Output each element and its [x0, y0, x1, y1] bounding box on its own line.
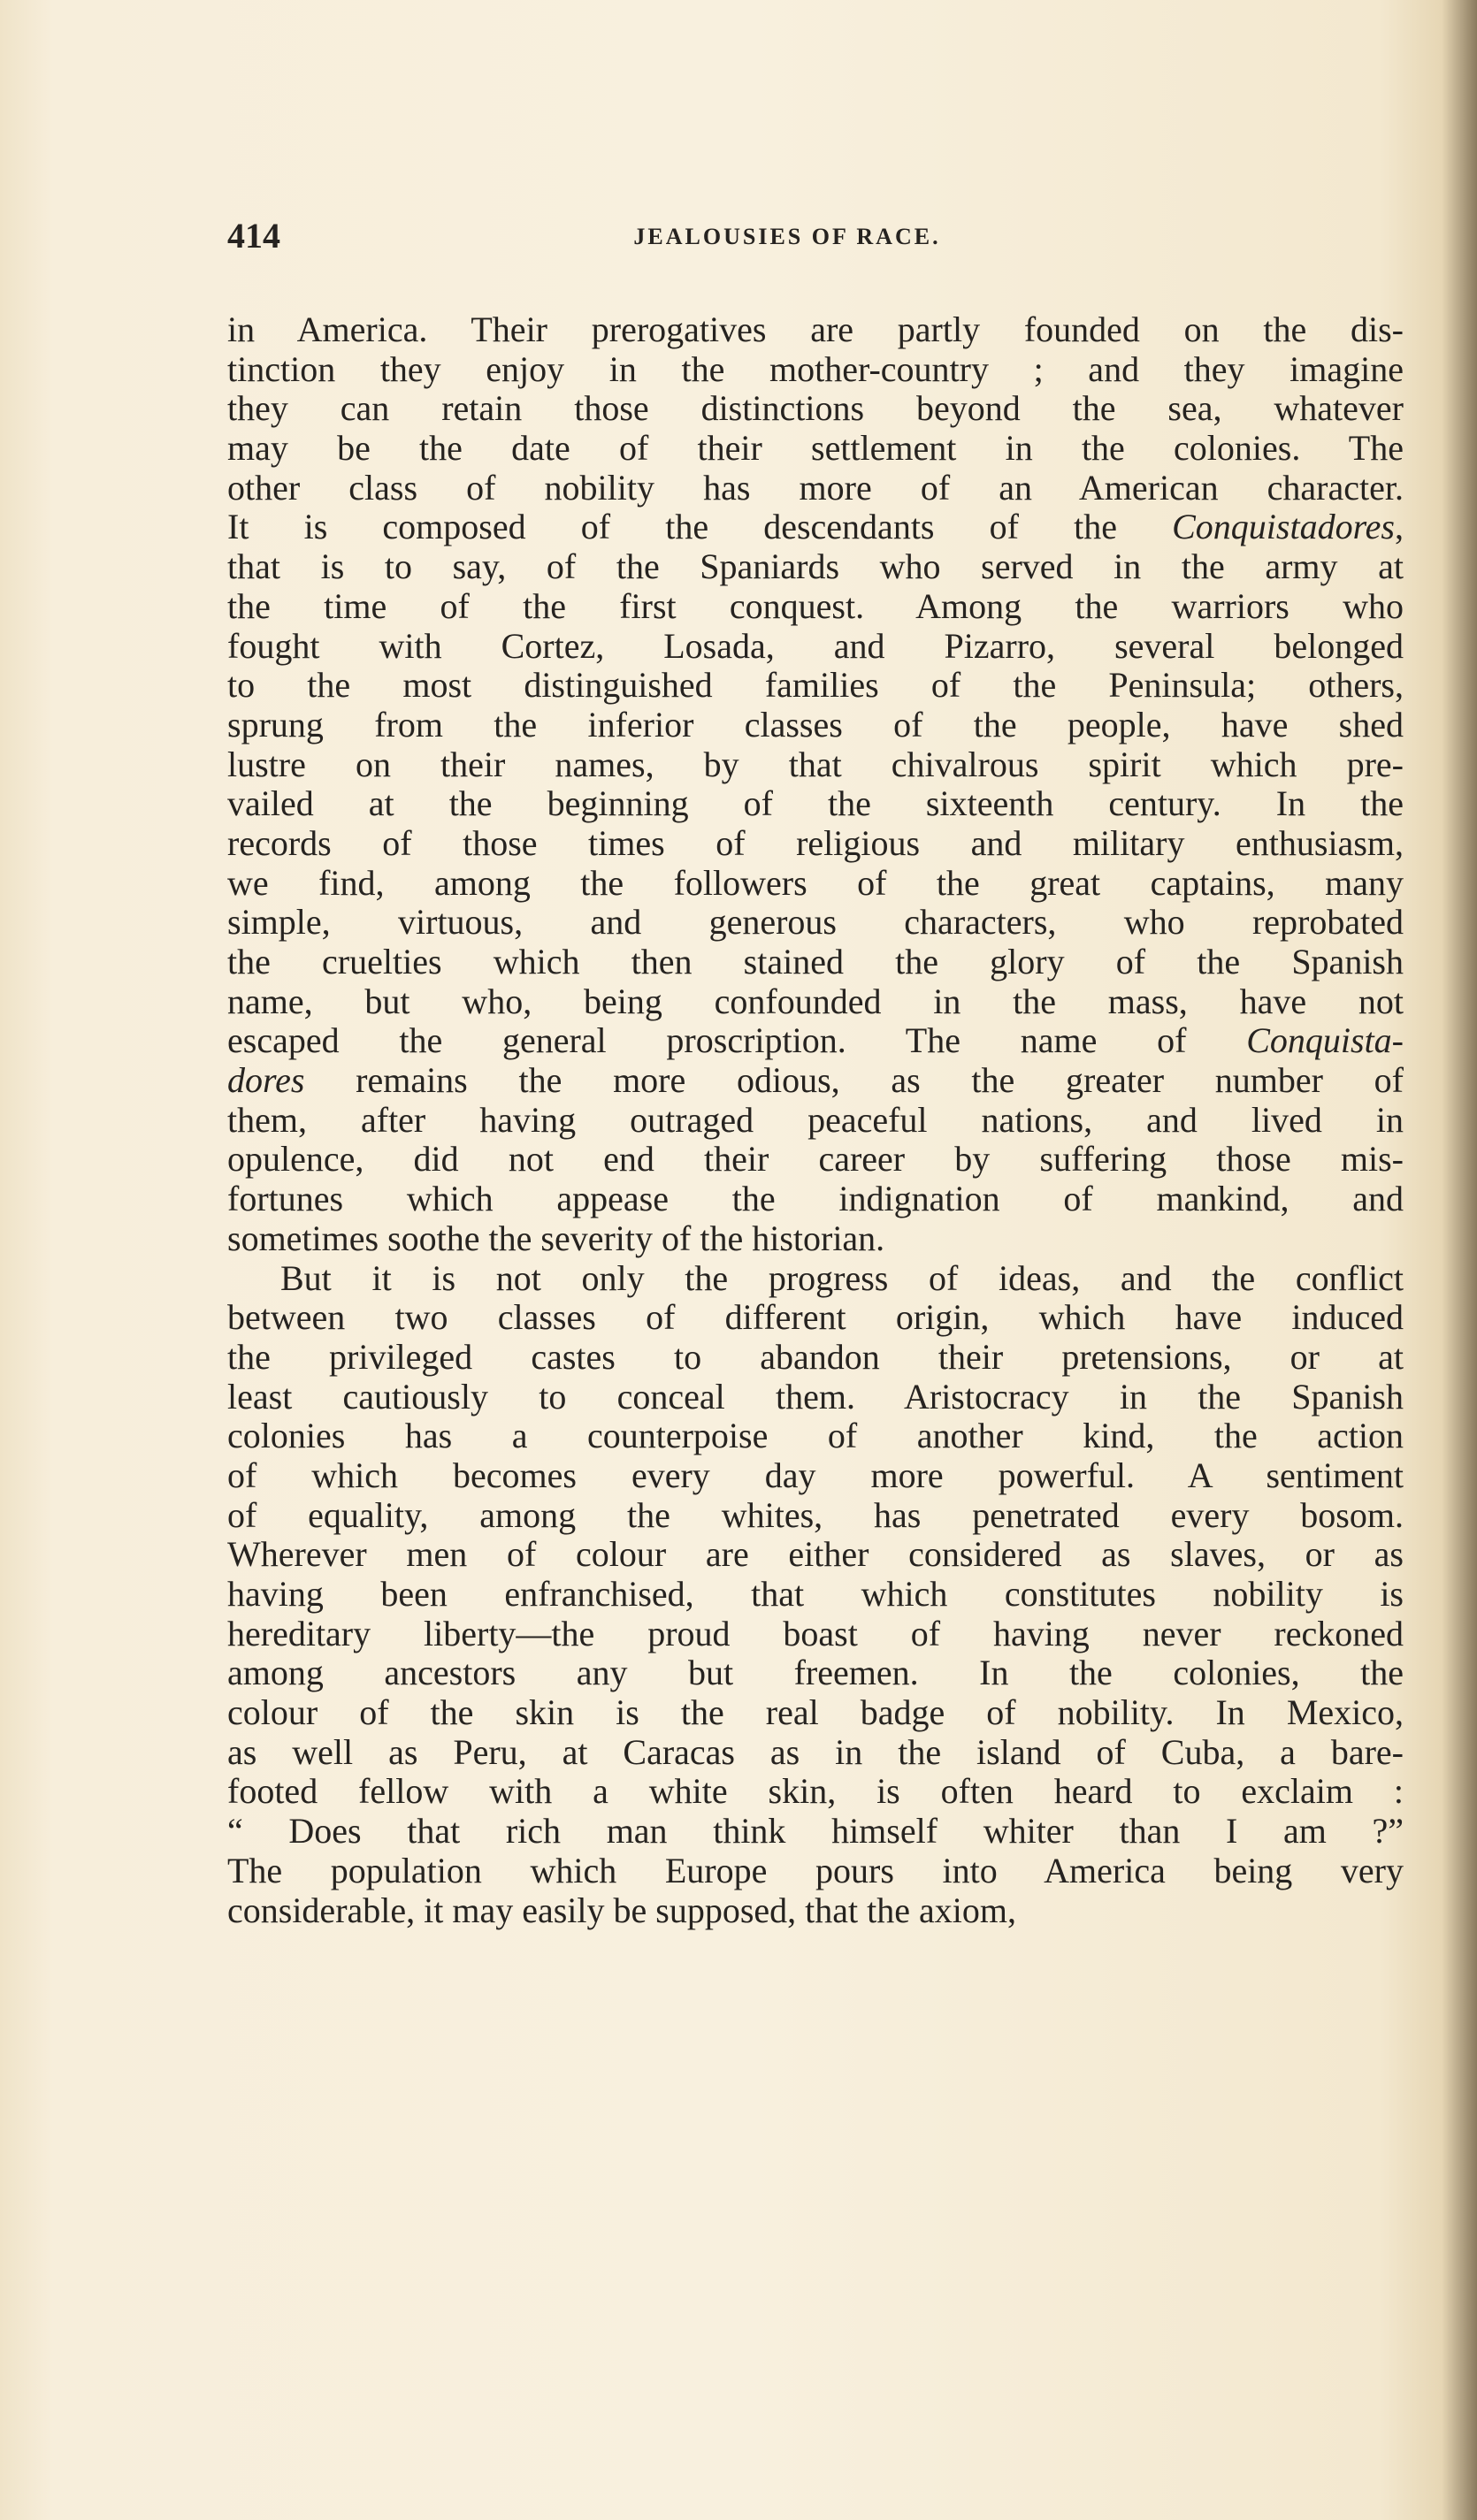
- text-line: [227, 1338, 1404, 1378]
- line-text: among ancestors any but freemen. In the colonies, the: [227, 1653, 1404, 1693]
- text-line: [227, 1021, 1404, 1061]
- text-line: [227, 389, 1404, 429]
- line-text: least cautiously to conceal them. Aristocracy in the Spanish: [227, 1376, 1404, 1417]
- text-line: [227, 1219, 1404, 1259]
- text-line: [227, 1733, 1404, 1773]
- line-text: may be the date of their settlement in the colonies. The: [227, 428, 1404, 469]
- text-line: [227, 1378, 1404, 1417]
- text-line: [227, 784, 1404, 824]
- text-line: [227, 1259, 1404, 1299]
- line-text: tinction they enjoy in the mother-country ; and they imagine: [227, 348, 1404, 389]
- italic-term: Conquistadores: [1172, 507, 1395, 547]
- text-line: [227, 1417, 1404, 1456]
- line-text: name, but who, being confounded in the mass, have not: [227, 981, 1404, 1021]
- line-text: other class of nobility has more of an American character.: [227, 467, 1404, 508]
- text-line: [227, 350, 1404, 390]
- line-text: them, after having outraged peaceful nations, and lived in: [227, 1099, 1404, 1140]
- text-line: [227, 429, 1404, 469]
- paragraph: [227, 1259, 1404, 1931]
- line-text: fought with Cortez, Losada, and Pizarro, several belonged: [227, 625, 1404, 666]
- line-text: having been enfranchised, that which constitutes nobility is: [227, 1574, 1404, 1614]
- text-line: [227, 745, 1404, 785]
- line-text: that is to say, of the Spaniards who served in the army at: [227, 546, 1404, 587]
- line-text: colour of the skin is the real badge of nobility. In Mexico,: [227, 1692, 1404, 1733]
- line-text: opulence, did not end their career by suffering those mis-: [227, 1139, 1404, 1180]
- text-line: [227, 1496, 1404, 1536]
- text-line: [227, 1891, 1404, 1931]
- line-text: between two classes of different origin, which have induced: [227, 1297, 1404, 1338]
- line-text: footed fellow with a white skin, is often heard to exclaim :: [227, 1771, 1404, 1812]
- text-line: [227, 1575, 1404, 1615]
- line-text: fortunes which appease the indignation of mankind, and: [227, 1179, 1404, 1219]
- paragraph: [227, 310, 1404, 1259]
- line-text: of which becomes every day more powerful. A sentiment: [227, 1455, 1404, 1495]
- text-line: [227, 1693, 1404, 1733]
- text-line: [227, 1653, 1404, 1693]
- running-title: JEALOUSIES OF RACE.: [633, 224, 941, 249]
- line-text: colonies has a counterpoise of another kind, the action: [227, 1416, 1404, 1456]
- line-text: The population which Europe pours into America being very: [227, 1850, 1404, 1890]
- text-line: [227, 982, 1404, 1022]
- italic-term: Conquista-: [1246, 1020, 1404, 1061]
- line-text: lustre on their names, by that chivalrous spirit which pre-: [227, 744, 1404, 784]
- text-line: [227, 627, 1404, 667]
- text-line: [227, 864, 1404, 904]
- text-line: [227, 508, 1404, 547]
- line-text: It is composed of the descendants of the: [227, 507, 1173, 547]
- text-line: [227, 1298, 1404, 1338]
- page-number: 414: [227, 216, 280, 256]
- text-line: [227, 1615, 1404, 1654]
- text-line: [227, 1456, 1404, 1496]
- line-text: the cruelties which then stained the glory of the Spanish: [227, 942, 1404, 981]
- text-line: [227, 903, 1404, 943]
- line-text: hereditary liberty—the proud boast of having never reckoned: [227, 1613, 1404, 1653]
- line-text: in America. Their prerogatives are partly founded on the dis-: [227, 309, 1404, 349]
- text-line: [227, 1061, 1404, 1101]
- text-line: [227, 824, 1404, 864]
- line-text: considerable, it may easily be supposed, that the axiom,: [227, 1890, 1016, 1930]
- line-text: ,: [1395, 507, 1404, 547]
- line-text: they can retain those distinctions beyond the sea, whatever: [227, 388, 1404, 429]
- line-text: “ Does that rich man think himself whiter than I am ?”: [227, 1811, 1404, 1852]
- line-text: remains the more odious, as the greater number of: [304, 1060, 1404, 1101]
- line-text: the time of the first conquest. Among the warriors who: [227, 585, 1404, 626]
- line-text: records of those times of religious and military enthusiasm,: [227, 822, 1404, 863]
- line-text: of equality, among the whites, has penetrated every bosom.: [227, 1494, 1404, 1535]
- line-text: vailed at the beginning of the sixteenth century. In the: [227, 783, 1404, 824]
- text-line: [227, 1140, 1404, 1180]
- text-line: [227, 1180, 1404, 1219]
- text-line: [227, 706, 1404, 745]
- text-line: [227, 310, 1404, 350]
- text-line: [227, 1772, 1404, 1812]
- text-line: [227, 469, 1404, 508]
- line-text: escaped the general proscription. The name of: [227, 1020, 1247, 1061]
- line-text: to the most distinguished families of the Peninsula; others,: [227, 665, 1404, 706]
- line-text: sprung from the inferior classes of the people, have shed: [227, 704, 1404, 745]
- line-text: Wherever men of colour are either considered as slaves, or as: [227, 1534, 1404, 1575]
- italic-term: dores: [227, 1060, 305, 1101]
- line-text: we find, among the followers of the great captains, many: [227, 862, 1404, 903]
- text-line: [227, 1535, 1404, 1575]
- text-line: [227, 1812, 1404, 1852]
- line-text: as well as Peru, at Caracas as in the island of Cuba, a bare-: [227, 1731, 1404, 1772]
- text-line: [227, 587, 1404, 627]
- text-line: [227, 1852, 1404, 1891]
- text-line: [227, 547, 1404, 587]
- page-header: [227, 216, 1404, 256]
- text-line: [227, 1101, 1404, 1141]
- line-text: the privileged castes to abandon their pretensions, or at: [227, 1336, 1404, 1377]
- text-line: [227, 943, 1404, 982]
- text-line: [227, 666, 1404, 706]
- page-body: [227, 310, 1404, 1930]
- line-text: But it is not only the progress of ideas, and the conflict: [280, 1257, 1404, 1298]
- line-text: sometimes soothe the severity of the historian.: [227, 1218, 885, 1258]
- line-text: simple, virtuous, and generous characters, who reprobated: [227, 902, 1404, 943]
